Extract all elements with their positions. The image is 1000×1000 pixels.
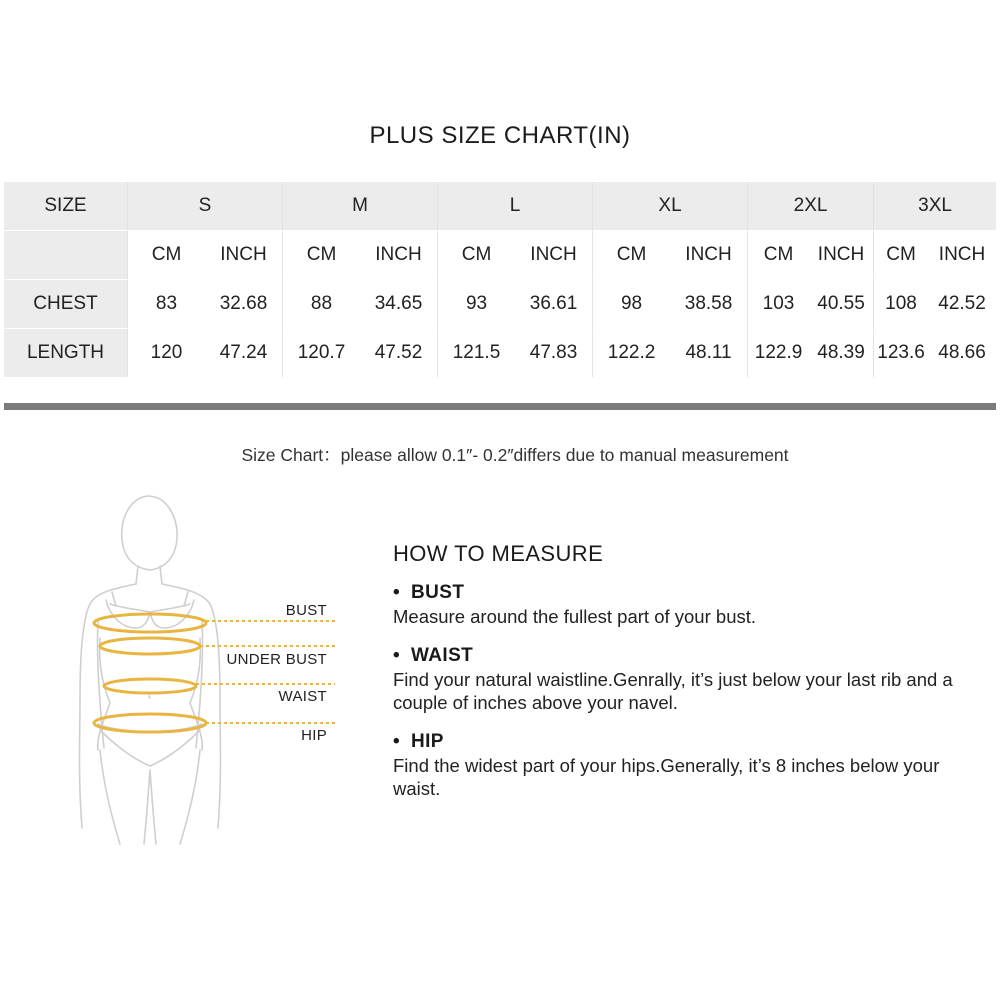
table-cell: 98: [592, 279, 670, 328]
waist-heading: WAIST: [411, 645, 474, 666]
table-cell: 103: [747, 279, 809, 328]
size-header: M: [282, 182, 437, 230]
bust-label: BUST: [285, 602, 327, 619]
waist-instruction: [393, 644, 983, 714]
unit-header: CM: [747, 230, 809, 279]
table-cell: 32.68: [205, 279, 282, 328]
table-cell: 48.66: [928, 328, 996, 377]
table-cell: 108: [873, 279, 928, 328]
measurement-bands: [94, 614, 206, 732]
unit-header: CM: [282, 230, 360, 279]
table-row-chest: [4, 279, 996, 328]
unit-header: CM: [592, 230, 670, 279]
bust-text: Measure around the fullest part of your bust.: [393, 606, 757, 627]
body-outline-illustration: [60, 488, 360, 848]
table-row-length: [4, 328, 996, 377]
bullet-icon: •: [393, 645, 401, 666]
unit-header: INCH: [360, 230, 437, 279]
unit-header: INCH: [928, 230, 996, 279]
table-cell: 122.2: [592, 328, 670, 377]
table-cell: 93: [437, 279, 515, 328]
section-divider: [4, 403, 996, 410]
waist-label: WAIST: [278, 688, 327, 705]
unit-header: INCH: [670, 230, 747, 279]
hip-band: [94, 714, 206, 732]
hip-instruction: [393, 730, 983, 800]
bust-heading: BUST: [411, 582, 465, 603]
unit-header: INCH: [515, 230, 592, 279]
how-to-measure-heading: HOW TO MEASURE: [393, 541, 604, 566]
body-measurement-figure: [60, 488, 360, 848]
table-cell: 48.11: [670, 328, 747, 377]
row-label: CHEST: [4, 279, 127, 328]
size-table: [4, 182, 996, 377]
row-label: LENGTH: [4, 328, 127, 377]
unit-header: INCH: [205, 230, 282, 279]
under-bust-label: UNDER BUST: [226, 651, 327, 668]
table-cell: 42.52: [928, 279, 996, 328]
hip-text: Find the widest part of your hips.Generally, it’s 8 inches below your waist.: [393, 755, 940, 799]
how-to-measure: [393, 541, 983, 816]
under-bust-band: [100, 638, 200, 654]
size-header: L: [437, 182, 592, 230]
size-header: S: [127, 182, 282, 230]
table-cell: 40.55: [809, 279, 873, 328]
unit-header: CM: [873, 230, 928, 279]
hip-heading: HIP: [411, 731, 444, 752]
waist-text: Find your natural waistline.Genrally, it’s just below your last rib and a couple of inches above your navel.: [393, 669, 953, 713]
size-header: XL: [592, 182, 747, 230]
table-cell: 47.52: [360, 328, 437, 377]
bullet-icon: •: [393, 731, 401, 752]
table-cell: 83: [127, 279, 205, 328]
bullet-icon: •: [393, 582, 401, 603]
table-cell: 47.83: [515, 328, 592, 377]
size-column-header: SIZE: [4, 182, 127, 230]
unit-row-label: [4, 230, 127, 279]
table-cell: 123.6: [873, 328, 928, 377]
chart-title: PLUS SIZE CHART(IN): [369, 122, 631, 149]
table-cell: 34.65: [360, 279, 437, 328]
table-cell: 121.5: [437, 328, 515, 377]
table-cell: 47.24: [205, 328, 282, 377]
unit-header: CM: [127, 230, 205, 279]
size-header: 2XL: [747, 182, 873, 230]
size-header-row: [4, 182, 996, 230]
table-cell: 120.7: [282, 328, 360, 377]
waist-band: [104, 679, 196, 693]
bust-instruction: [393, 581, 983, 628]
bust-band: [94, 614, 206, 632]
hip-label: HIP: [301, 727, 327, 744]
table-cell: 48.39: [809, 328, 873, 377]
table-cell: 120: [127, 328, 205, 377]
unit-row: [4, 230, 996, 279]
body-outline: [80, 496, 221, 844]
table-cell: 36.61: [515, 279, 592, 328]
table-cell: 122.9: [747, 328, 809, 377]
unit-header: CM: [437, 230, 515, 279]
unit-header: INCH: [809, 230, 873, 279]
table-cell: 88: [282, 279, 360, 328]
size-header: 3XL: [873, 182, 996, 230]
table-cell: 38.58: [670, 279, 747, 328]
measurement-note: Size Chart：please allow 0.1″- 0.2″differs due to manual measurement: [241, 445, 789, 465]
